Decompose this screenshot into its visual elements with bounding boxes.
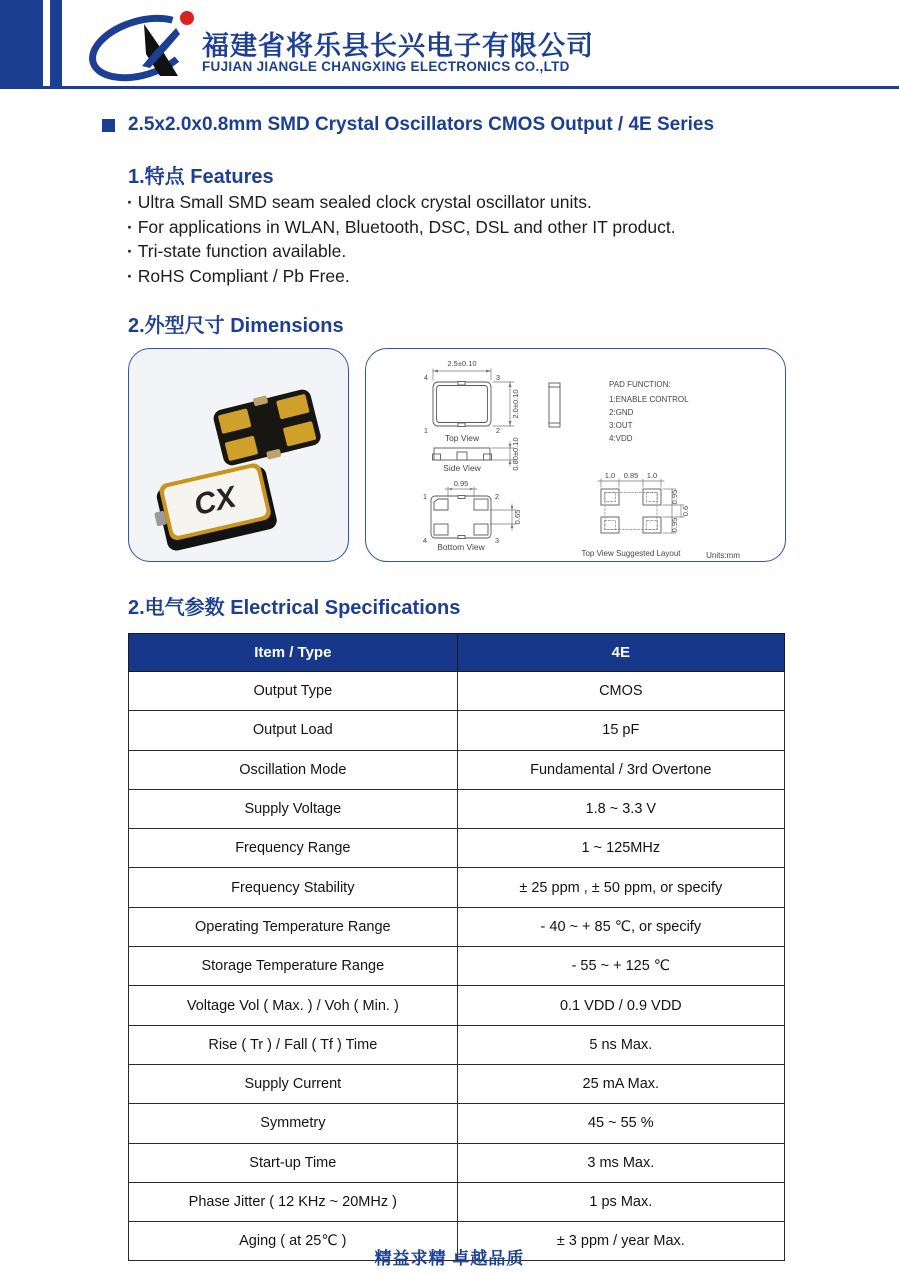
bottomview-pin-1: 1 [422,492,428,501]
suggested-layout-label: Top View Suggested Layout [581,549,681,558]
spec-item-cell: Output Type [129,672,458,711]
spec-value-cell: 1.8 ~ 3.3 V [457,789,784,828]
spec-header-row [129,634,785,672]
title-square-bullet-icon [102,119,115,132]
spec-item-cell: Voltage Vol ( Max. ) / Voh ( Min. ) [129,986,458,1025]
spec-row [129,1025,785,1064]
spec-row [129,1143,785,1182]
dim-body-height: 2.0±0.10 [511,389,520,419]
spec-item-cell: Phase Jitter ( 12 KHz ~ 20MHz ) [129,1182,458,1221]
spec-row [129,750,785,789]
topview-pin-2: 2 [495,426,501,435]
spec-row [129,711,785,750]
spec-value-cell: 0.1 VDD / 0.9 VDD [457,986,784,1025]
spec-row [129,907,785,946]
spec-value-cell: - 55 ~ + 125 ℃ [457,947,784,986]
bottomview-pin-3: 3 [494,536,500,545]
spec-row [129,1064,785,1103]
spec-value-cell: 3 ms Max. [457,1143,784,1182]
product-photo [129,349,348,561]
spec-item-cell: Frequency Range [129,829,458,868]
dim-layout-gap-x: 0.85 [623,471,639,480]
side-view-label: Side View [443,463,481,473]
spec-item-cell: Output Load [129,711,458,750]
dim-thickness: 0.80±0.10 [511,437,520,471]
company-logo-icon [84,6,202,86]
spec-item-cell: Rise ( Tr ) / Fall ( Tf ) Time [129,1025,458,1064]
page-title: 2.5x2.0x0.8mm SMD Crystal Oscillators CMOS Output / 4E Series [128,114,715,135]
spec-value-cell: CMOS [457,672,784,711]
chip-top-up [148,461,278,554]
spec-value-cell: Fundamental / 3rd Overtone [457,750,784,789]
pad-function-1: 1:ENABLE CONTROL [609,395,689,404]
dim-layout-gap-y: 0.6 [681,505,690,517]
bottomview-pin-2: 2 [494,492,500,501]
spec-value-cell: ± 3 ppm / year Max. [457,1222,784,1261]
spec-item-cell: Oscillation Mode [129,750,458,789]
dimension-drawing [366,349,785,561]
spec-item-cell: Operating Temperature Range [129,907,458,946]
spec-item-cell: Supply Current [129,1064,458,1103]
chip-marking: CX [191,480,240,523]
topview-pin-3: 3 [495,373,501,382]
spec-value-cell: 1 ps Max. [457,1182,784,1221]
pad-function-2: 2:GND [609,408,634,417]
dimensions-heading: 2.外型尺寸 Dimensions [128,315,344,337]
dim-layout-pad-h1: 0.95 [670,489,679,505]
spec-item-cell: Frequency Stability [129,868,458,907]
dim-layout-pad-h2: 0.95 [670,517,679,533]
spec-value-cell: 25 mA Max. [457,1064,784,1103]
spec-value-cell: 45 ~ 55 % [457,1104,784,1143]
dim-layout-pad-w2: 1.0 [646,471,658,480]
feature-item: · RoHS Compliant / Pb Free. [127,264,807,289]
spec-value-cell: 5 ns Max. [457,1025,784,1064]
dim-pad-span-y: 0.65 [513,509,522,525]
company-name-en: FUJIAN JIANGLE CHANGXING ELECTRONICS CO.,LTD [202,59,570,74]
product-photo-box [128,348,349,562]
features-list [127,190,807,288]
spec-row [129,789,785,828]
bottom-view-label: Bottom View [437,542,485,552]
dimension-drawing-box [365,348,786,562]
pad-function-3: 3:OUT [609,421,633,430]
company-name-cn: 福建省将乐县长兴电子有限公司 [202,31,594,61]
footer-slogan: 精益求精 卓越品质 [374,1249,525,1268]
spec-row [129,1182,785,1221]
top-view-label: Top View [444,433,480,443]
spec-item-cell: Symmetry [129,1104,458,1143]
spec-item-cell: Supply Voltage [129,789,458,828]
feature-item: · Ultra Small SMD seam sealed clock crystal oscillator units. [127,190,807,215]
specs-heading: 2.电气参数 Electrical Specifications [128,597,461,619]
spec-row [129,868,785,907]
spec-table [128,633,785,1261]
dim-layout-pad-w1: 1.0 [604,471,616,480]
spec-col-4e: 4E [457,634,784,672]
spec-row [129,1104,785,1143]
units-label: Units:mm [706,551,740,560]
spec-item-cell: Storage Temperature Range [129,947,458,986]
spec-row [129,947,785,986]
spec-value-cell: 15 pF [457,711,784,750]
header-left-block [0,0,43,86]
bottomview-pin-4: 4 [422,536,428,545]
pad-function-4: 4:VDD [609,434,633,443]
spec-item-cell: Start-up Time [129,1143,458,1182]
pad-function-title: PAD FUNCTION: [609,380,671,389]
chip-bottom-up [211,385,323,470]
spec-value-cell: 1 ~ 125MHz [457,829,784,868]
spec-item-cell: Aging ( at 25℃ ) [129,1222,458,1261]
feature-item: · For applications in WLAN, Bluetooth, DSC, DSL and other IT product. [127,215,807,240]
header-divider [0,86,899,89]
spec-row [129,986,785,1025]
spec-value-cell: ± 25 ppm , ± 50 ppm, or specify [457,868,784,907]
feature-item: · Tri-state function available. [127,239,807,264]
dim-body-width: 2.5±0.10 [447,359,477,368]
topview-pin-1: 1 [423,426,429,435]
dim-pad-span-x: 0.95 [453,479,469,488]
header-left-bar [50,0,62,86]
topview-pin-4: 4 [423,373,429,382]
spec-row [129,829,785,868]
spec-value-cell: - 40 ~ + 85 ℃, or specify [457,907,784,946]
spec-col-item: Item / Type [129,634,458,672]
features-heading: 1.特点 Features [128,166,274,188]
spec-row [129,672,785,711]
